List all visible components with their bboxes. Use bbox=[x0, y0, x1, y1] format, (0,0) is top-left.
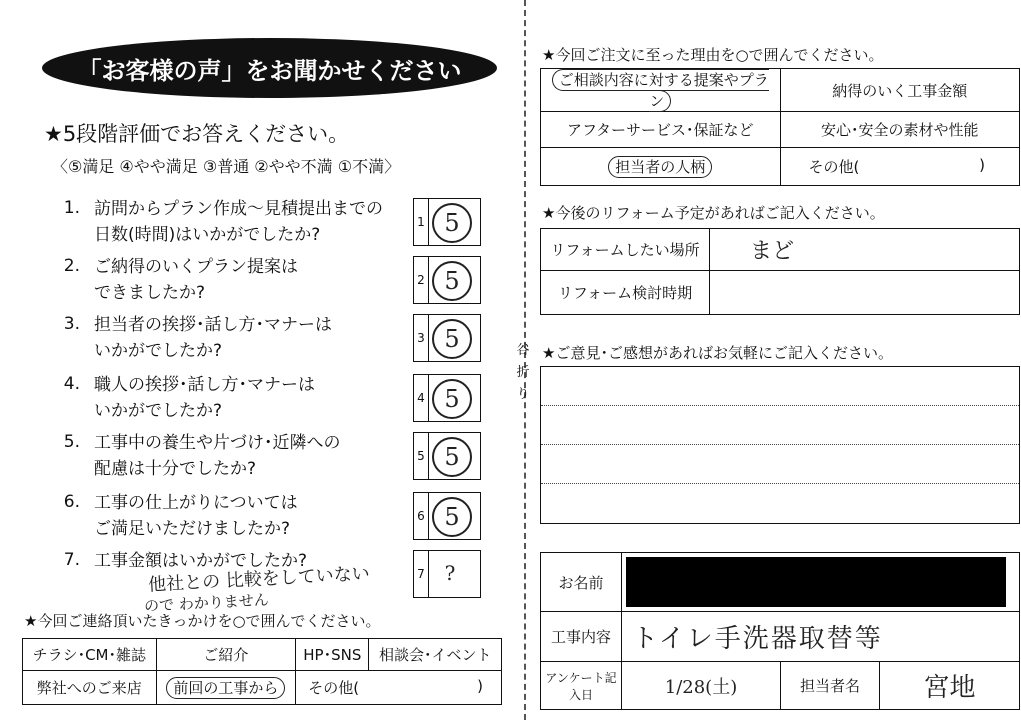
contact-other-close: ) bbox=[477, 677, 483, 695]
contact-option-other[interactable] bbox=[296, 671, 502, 705]
reform-time-field[interactable] bbox=[710, 271, 1020, 315]
contact-other-label: その他( bbox=[308, 679, 360, 697]
staff-field[interactable] bbox=[880, 662, 1020, 710]
question-number: 6. bbox=[63, 492, 80, 512]
score-box[interactable] bbox=[413, 374, 481, 422]
reform-time-label: リフォーム検討時期 bbox=[541, 271, 710, 315]
order-other-label: その他( bbox=[808, 158, 860, 176]
question-line-1: 職人の挨拶･話し方･マナーは bbox=[94, 375, 315, 395]
selected-circle: 担当者の人柄 bbox=[608, 156, 712, 178]
question-line-1: 訪問からプラン作成〜見積提出までの bbox=[94, 199, 383, 219]
order-option-staff[interactable] bbox=[541, 148, 781, 186]
staff-value: 宮地 bbox=[923, 673, 976, 703]
score-index: 4 bbox=[414, 375, 429, 421]
q7-handwritten-comment-2: ので わかりません bbox=[143, 590, 270, 616]
question-number: 7. bbox=[63, 550, 80, 570]
redacted-name bbox=[626, 557, 1006, 607]
question-line-2: 日数(時間)はいかがでしたか? bbox=[94, 225, 321, 245]
q7-handwritten-comment-1: 他社との 比較をしていない bbox=[147, 563, 371, 596]
score-index: 5 bbox=[414, 433, 429, 479]
reform-place-field[interactable] bbox=[710, 229, 1020, 271]
reform-place-value: まど bbox=[750, 239, 795, 264]
date-value: 1/28(土) bbox=[664, 676, 738, 698]
score-answer: 5 bbox=[432, 437, 472, 477]
contact-reason-heading: ★今回ご連絡頂いたきっかけを○で囲んでください。 bbox=[24, 612, 381, 630]
question-text bbox=[94, 430, 341, 482]
score-box[interactable] bbox=[413, 314, 481, 362]
score-box[interactable] bbox=[413, 492, 481, 540]
question-text bbox=[94, 372, 315, 424]
order-reason-table bbox=[540, 68, 1020, 186]
score-index: 3 bbox=[414, 315, 429, 361]
score-box[interactable] bbox=[413, 550, 481, 598]
work-value: トイレ手洗器取替等 bbox=[632, 624, 883, 654]
selected-circle: ご相談内容に対する提案やプラン bbox=[552, 69, 769, 112]
order-option-other[interactable] bbox=[780, 148, 1020, 186]
score-answer: ? bbox=[444, 561, 456, 585]
score-index: 1 bbox=[414, 199, 429, 245]
work-label: 工事内容 bbox=[541, 612, 622, 662]
info-table bbox=[540, 552, 1020, 710]
score-answer: 5 bbox=[432, 261, 472, 301]
question-line-1: ご納得のいくプラン提案は bbox=[94, 257, 298, 277]
name-label: お名前 bbox=[541, 553, 622, 612]
survey-banner: 「お客様の声」をお聞かせください bbox=[42, 38, 497, 98]
score-answer: 5 bbox=[432, 319, 472, 359]
question-line-1: 工事の仕上がりについては bbox=[94, 493, 298, 513]
comment-line bbox=[541, 444, 1019, 445]
contact-option-event[interactable]: 相談会･イベント bbox=[369, 639, 502, 671]
score-answer: 5 bbox=[432, 379, 472, 419]
date-field[interactable] bbox=[622, 662, 781, 710]
question-number: 5. bbox=[63, 432, 80, 452]
question-line-1: 工事金額はいかがでしたか? bbox=[94, 551, 308, 571]
score-box[interactable] bbox=[413, 256, 481, 304]
staff-label: 担当者名 bbox=[781, 662, 880, 710]
reform-place-label: リフォームしたい場所 bbox=[541, 229, 710, 271]
contact-option-referral[interactable]: ご紹介 bbox=[156, 639, 296, 671]
comment-line bbox=[541, 405, 1019, 406]
contact-option-flyer[interactable]: チラシ･CM･雑誌 bbox=[23, 639, 157, 671]
order-other-close: ) bbox=[979, 156, 985, 174]
score-answer: 5 bbox=[432, 203, 472, 243]
order-option-aftercare[interactable]: アフターサービス･保証など bbox=[541, 112, 781, 148]
question-line-1: 担当者の挨拶･話し方･マナーは bbox=[94, 315, 332, 335]
comments-heading: ★ご意見･ご感想があればお気軽にご記入ください。 bbox=[542, 344, 893, 362]
score-index: 2 bbox=[414, 257, 429, 303]
comments-box[interactable] bbox=[540, 366, 1020, 524]
score-answer: 5 bbox=[432, 497, 472, 537]
contact-reason-table bbox=[22, 638, 502, 705]
contact-option-web[interactable]: HP･SNS bbox=[296, 639, 369, 671]
score-index: 6 bbox=[414, 493, 429, 539]
rating-heading: ★5段階評価でお答えください。 bbox=[44, 122, 350, 146]
question-line-2: できましたか? bbox=[94, 283, 206, 303]
comment-line bbox=[541, 483, 1019, 484]
question-number: 4. bbox=[63, 374, 80, 394]
order-reason-heading: ★今回ご注文に至った理由を○で囲んでください。 bbox=[542, 46, 884, 64]
name-field[interactable] bbox=[622, 553, 1020, 612]
future-reform-table bbox=[540, 228, 1020, 315]
question-line-1: 工事中の養生や片づけ･近隣への bbox=[94, 433, 341, 453]
question-line-2: ご満足いただけましたか? bbox=[94, 519, 291, 539]
question-line-2: いかがでしたか? bbox=[94, 401, 223, 421]
contact-option-previous-work[interactable] bbox=[156, 671, 296, 705]
date-label: アンケート記入日 bbox=[541, 662, 622, 710]
question-text bbox=[94, 196, 383, 248]
question-line-2: 配慮は十分でしたか? bbox=[94, 459, 257, 479]
question-number: 3. bbox=[63, 314, 80, 334]
score-index: 7 bbox=[414, 551, 429, 597]
score-box[interactable] bbox=[413, 198, 481, 246]
order-option-price[interactable]: 納得のいく工事金額 bbox=[780, 69, 1020, 112]
score-box[interactable] bbox=[413, 432, 481, 480]
question-text bbox=[94, 490, 298, 542]
work-field[interactable] bbox=[622, 612, 1020, 662]
contact-option-visit[interactable]: 弊社へのご来店 bbox=[23, 671, 157, 705]
future-reform-heading: ★今後のリフォーム予定があればご記入ください。 bbox=[542, 204, 885, 222]
rating-scale: 〈⑤満足 ④やや満足 ③普通 ②やや不満 ①不満〉 bbox=[52, 157, 401, 176]
order-option-safety[interactable]: 安心･安全の素材や性能 bbox=[780, 112, 1020, 148]
question-number: 2. bbox=[63, 256, 80, 276]
question-text bbox=[94, 254, 298, 306]
order-option-proposal[interactable] bbox=[541, 69, 781, 112]
question-line-2: いかがでしたか? bbox=[94, 341, 223, 361]
selected-circle: 前回の工事から bbox=[166, 677, 285, 699]
question-number: 1. bbox=[63, 198, 80, 218]
fold-label: 谷折り bbox=[516, 343, 530, 402]
question-text bbox=[94, 312, 332, 364]
